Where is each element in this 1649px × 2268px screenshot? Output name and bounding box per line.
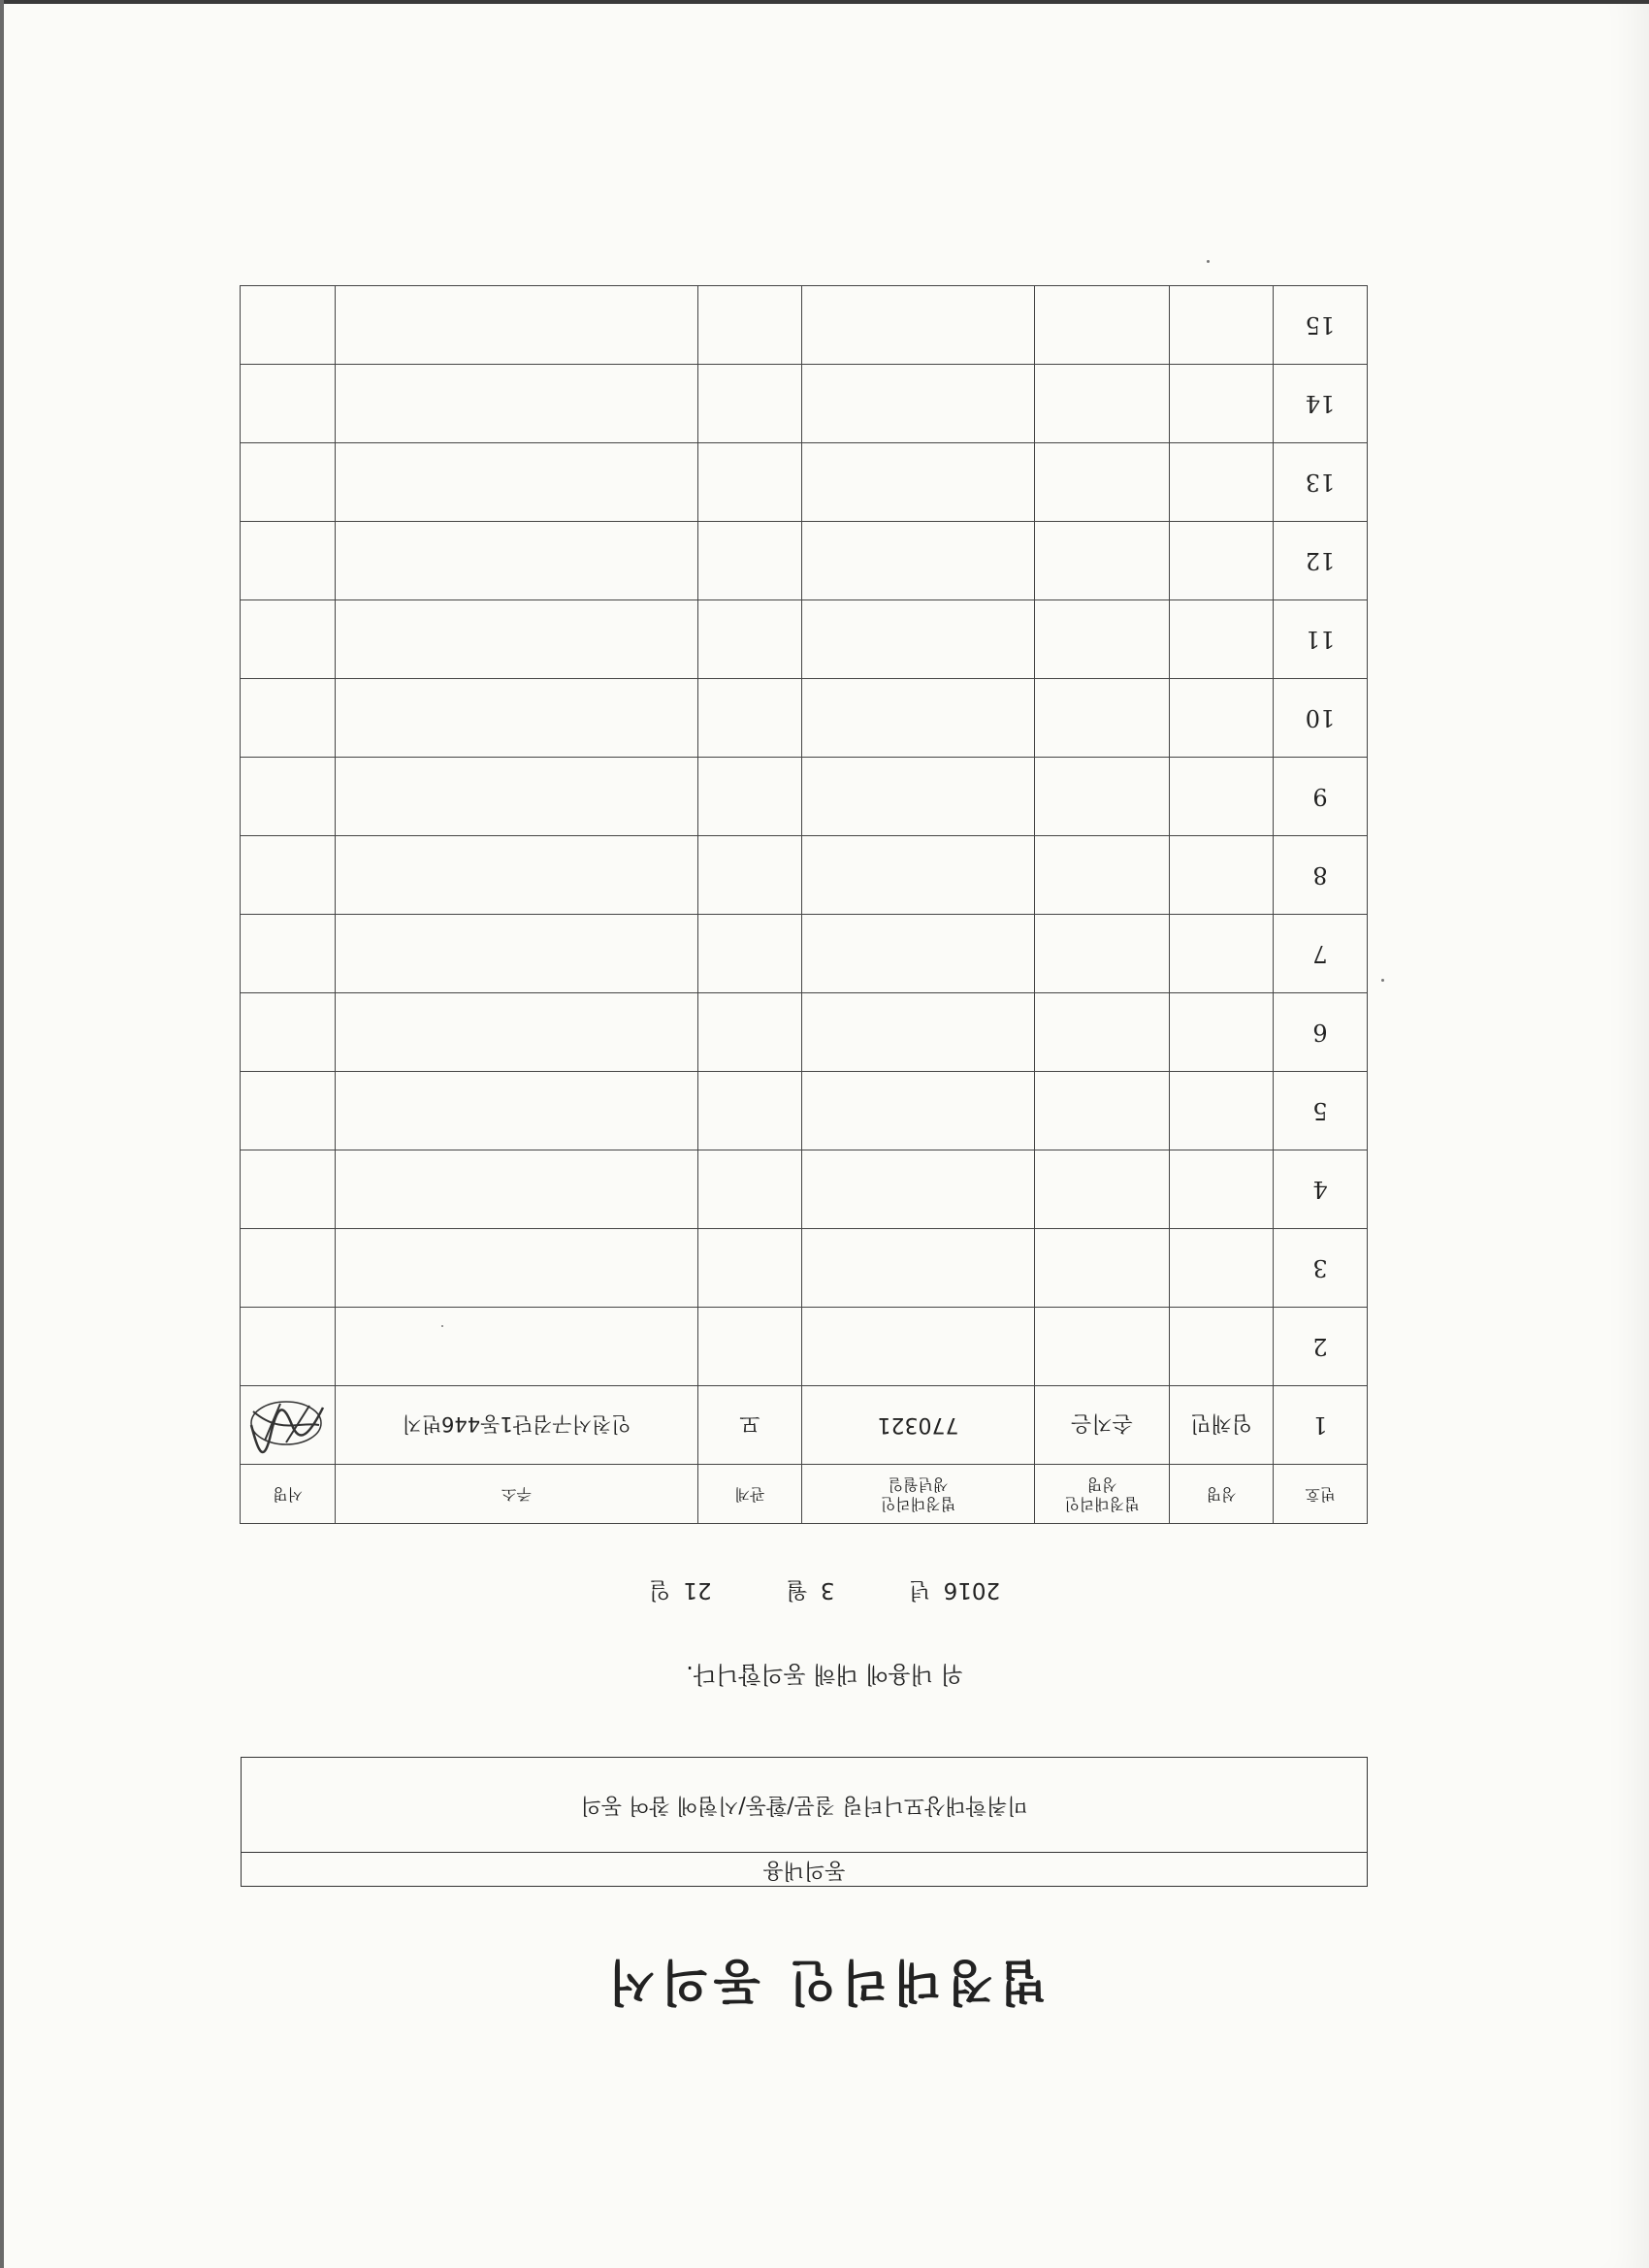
scan-speck xyxy=(441,1325,443,1327)
guardian-name-cell xyxy=(1035,365,1170,443)
relation-cell xyxy=(698,915,802,993)
row-number-cell: 8 xyxy=(1274,836,1368,915)
address-cell xyxy=(336,1072,698,1150)
signature-cell xyxy=(241,600,336,679)
consent-body: 미취학대상모니터링 질문/활동/시험에 참여 동의 xyxy=(580,1793,1028,1817)
signature-cell xyxy=(241,993,336,1072)
signature-cell xyxy=(241,1229,336,1308)
guardian-name-cell xyxy=(1035,1150,1170,1229)
child-name-cell xyxy=(1170,600,1274,679)
row-number-cell: 15 xyxy=(1274,286,1368,365)
guardian-name-cell xyxy=(1035,915,1170,993)
child-name-cell: 임채민 xyxy=(1170,1386,1274,1465)
child-name-cell xyxy=(1170,443,1274,522)
relation-cell xyxy=(698,286,802,365)
address-cell xyxy=(336,1308,698,1386)
guardian-birthdate-cell xyxy=(802,443,1035,522)
consent-box xyxy=(241,1757,1368,1887)
relation-cell xyxy=(698,443,802,522)
row-number-cell: 5 xyxy=(1274,1072,1368,1150)
address-cell xyxy=(336,1229,698,1308)
guardian-name-cell xyxy=(1035,1229,1170,1308)
signature-cell xyxy=(241,679,336,758)
child-name-cell xyxy=(1170,1150,1274,1229)
guardian-name-cell xyxy=(1035,679,1170,758)
guardian-birthdate-cell: 770321 xyxy=(802,1386,1035,1465)
table-row xyxy=(241,286,1368,365)
signature-cell xyxy=(241,522,336,600)
signature-cell xyxy=(241,1386,336,1465)
row-number-cell: 9 xyxy=(1274,758,1368,836)
handwritten-signature xyxy=(246,1396,330,1454)
guardian-birthdate-cell xyxy=(802,522,1035,600)
guardian-birthdate-cell xyxy=(802,836,1035,915)
signature-cell xyxy=(241,915,336,993)
row-number-cell: 2 xyxy=(1274,1308,1368,1386)
row-number-cell: 3 xyxy=(1274,1229,1368,1308)
child-name-cell xyxy=(1170,286,1274,365)
date-day-unit: 일 xyxy=(648,1577,671,1603)
child-name-cell xyxy=(1170,915,1274,993)
table-row xyxy=(241,836,1368,915)
signature-cell xyxy=(241,758,336,836)
child-name-cell xyxy=(1170,365,1274,443)
signature-cell xyxy=(241,836,336,915)
guardian-birthdate-cell xyxy=(802,679,1035,758)
date-month-unit: 월 xyxy=(786,1577,808,1603)
table-row xyxy=(241,915,1368,993)
date-line xyxy=(0,1576,1649,1608)
guardian-name-cell xyxy=(1035,836,1170,915)
col-signature-header: 서명 xyxy=(241,1465,336,1524)
relation-cell xyxy=(698,1150,802,1229)
table-header-row xyxy=(241,1465,1368,1524)
relation-cell xyxy=(698,1072,802,1150)
signature-cell xyxy=(241,1072,336,1150)
guardian-name-cell: 손지은 xyxy=(1035,1386,1170,1465)
signature-cell xyxy=(241,365,336,443)
table-row xyxy=(241,1229,1368,1308)
table-row xyxy=(241,758,1368,836)
row-number-cell: 11 xyxy=(1274,600,1368,679)
guardian-birthdate-cell xyxy=(802,1150,1035,1229)
col-number-header: 번호 xyxy=(1274,1465,1368,1524)
table-row xyxy=(241,443,1368,522)
guardian-birthdate-cell xyxy=(802,1229,1035,1308)
guardian-name-cell xyxy=(1035,286,1170,365)
guardian-birthdate-cell xyxy=(802,758,1035,836)
child-name-cell xyxy=(1170,836,1274,915)
relation-cell xyxy=(698,679,802,758)
address-cell xyxy=(336,365,698,443)
guardian-birthdate-cell xyxy=(802,365,1035,443)
child-name-cell xyxy=(1170,1308,1274,1386)
guardian-birthdate-cell xyxy=(802,286,1035,365)
date-month: 3 xyxy=(820,1577,835,1603)
relation-cell xyxy=(698,836,802,915)
signature-cell xyxy=(241,1150,336,1229)
child-name-cell xyxy=(1170,1072,1274,1150)
guardian-name-cell xyxy=(1035,993,1170,1072)
table-row xyxy=(241,365,1368,443)
table-row xyxy=(241,993,1368,1072)
guardian-name-cell xyxy=(1035,522,1170,600)
table-row xyxy=(241,1150,1368,1229)
guardian-name-cell xyxy=(1035,1308,1170,1386)
guardian-birthdate-cell xyxy=(802,1072,1035,1150)
address-cell xyxy=(336,993,698,1072)
guardian-birthdate-cell xyxy=(802,993,1035,1072)
address-cell xyxy=(336,1150,698,1229)
row-number-cell: 12 xyxy=(1274,522,1368,600)
child-name-cell xyxy=(1170,993,1274,1072)
child-name-cell xyxy=(1170,679,1274,758)
table-body xyxy=(241,286,1368,1465)
table-row xyxy=(241,1386,1368,1465)
relation-cell xyxy=(698,522,802,600)
consent-header: 동의내용 xyxy=(242,1852,1367,1886)
row-number-cell: 6 xyxy=(1274,993,1368,1072)
guardian-name-cell xyxy=(1035,758,1170,836)
signature-cell xyxy=(241,443,336,522)
relation-cell xyxy=(698,758,802,836)
date-year-unit: 년 xyxy=(909,1577,931,1603)
guardian-birthdate-cell xyxy=(802,600,1035,679)
col-address-header: 주소 xyxy=(336,1465,698,1524)
address-cell xyxy=(336,679,698,758)
guardian-table xyxy=(240,285,1368,1524)
date-year: 2016 xyxy=(943,1577,1001,1603)
guardian-name-cell xyxy=(1035,443,1170,522)
guardian-name-cell xyxy=(1035,1072,1170,1150)
col-name-header: 성명 xyxy=(1170,1465,1274,1524)
signature-cell xyxy=(241,286,336,365)
address-cell xyxy=(336,286,698,365)
child-name-cell xyxy=(1170,758,1274,836)
address-cell xyxy=(336,915,698,993)
relation-cell xyxy=(698,1229,802,1308)
table-row xyxy=(241,1072,1368,1150)
scan-speck xyxy=(1207,260,1210,263)
child-name-cell xyxy=(1170,522,1274,600)
relation-cell: 모 xyxy=(698,1386,802,1465)
table-row xyxy=(241,522,1368,600)
address-cell xyxy=(336,600,698,679)
guardian-birthdate-cell xyxy=(802,1308,1035,1386)
row-number-cell: 1 xyxy=(1274,1386,1368,1465)
relation-cell xyxy=(698,600,802,679)
agree-statement: 위 내용에 대해 동의합니다. xyxy=(686,1661,963,1688)
table-row xyxy=(241,679,1368,758)
row-number-cell: 14 xyxy=(1274,365,1368,443)
guardian-birthdate-cell xyxy=(802,915,1035,993)
col-relation-header: 관계 xyxy=(698,1465,802,1524)
address-cell xyxy=(336,443,698,522)
table-row xyxy=(241,1308,1368,1386)
document-title: 법정대리인 동의서 xyxy=(602,1954,1047,2011)
row-number-cell: 13 xyxy=(1274,443,1368,522)
child-name-cell xyxy=(1170,1229,1274,1308)
address-cell xyxy=(336,522,698,600)
col-guardian-birth-header: 법정대리인 생년월일 xyxy=(802,1465,1035,1524)
relation-cell xyxy=(698,993,802,1072)
address-cell xyxy=(336,836,698,915)
row-number-cell: 4 xyxy=(1274,1150,1368,1229)
address-cell xyxy=(336,758,698,836)
table-row xyxy=(241,600,1368,679)
relation-cell xyxy=(698,1308,802,1386)
signature-cell xyxy=(241,1308,336,1386)
row-number-cell: 7 xyxy=(1274,915,1368,993)
col-guardian-name-header: 법정대리인 성명 xyxy=(1035,1465,1170,1524)
date-day: 21 xyxy=(683,1577,712,1603)
guardian-name-cell xyxy=(1035,600,1170,679)
address-cell: 인천서구검단1동446번지 xyxy=(336,1386,698,1465)
row-number-cell: 10 xyxy=(1274,679,1368,758)
relation-cell xyxy=(698,365,802,443)
scan-speck xyxy=(1381,979,1384,982)
